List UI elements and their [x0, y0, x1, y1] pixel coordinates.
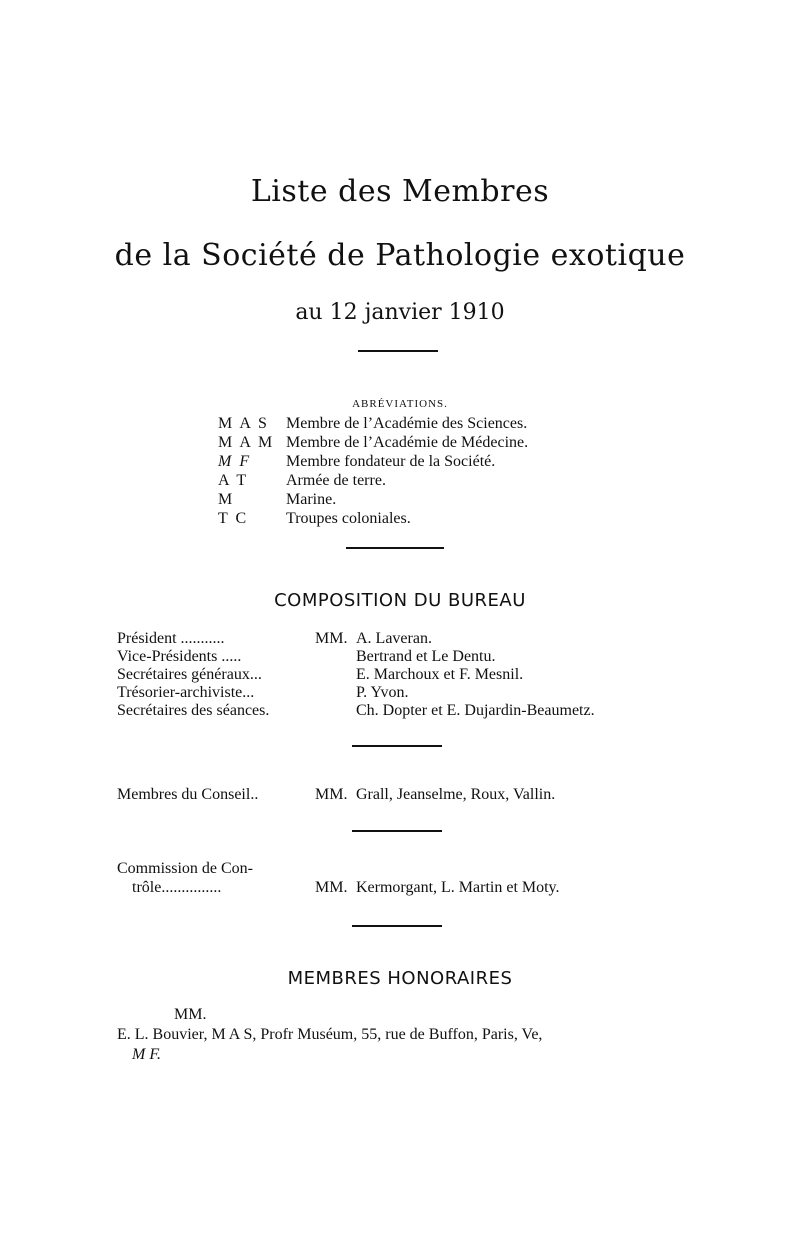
abbreviations-heading: ABRÉVIATIONS. — [352, 398, 448, 410]
bureau-role: Secrétaires généraux... — [117, 666, 262, 683]
abbreviation-code: M A M — [218, 434, 275, 451]
abbreviation-code: M — [218, 491, 235, 508]
document-date: au 12 janvier 1910 — [295, 300, 505, 325]
mm-label: MM. — [315, 786, 348, 803]
bureau-role: Secrétaires des séances. — [117, 702, 270, 719]
bureau-names: A. Laveran. — [356, 630, 432, 647]
mm-label: MM. — [174, 1006, 207, 1023]
mm-label: MM. — [315, 630, 348, 647]
page-title: Liste des Membres — [250, 174, 550, 209]
divider-rule — [346, 547, 444, 549]
abbreviation-meaning: Membre de l’Académie de Médecine. — [286, 434, 529, 451]
abbreviation-meaning: Membre fondateur de la Société. — [286, 453, 496, 470]
divider-rule — [352, 925, 442, 927]
abbreviation-code: M A S — [218, 415, 269, 432]
bureau-names: Ch. Dopter et E. Dujardin-Beaumetz. — [356, 702, 595, 719]
commission-role-continued: trôle............... — [132, 879, 222, 896]
page-subtitle: de la Société de Pathologie exotique — [114, 238, 686, 273]
divider-rule — [352, 830, 442, 832]
bureau-names: Bertrand et Le Dentu. — [356, 648, 496, 665]
abbreviation-item — [218, 510, 411, 529]
divider-rule — [352, 745, 442, 747]
abbreviation-meaning: Membre de l’Académie des Sciences. — [286, 415, 528, 432]
bureau-names: P. Yvon. — [356, 684, 409, 701]
bureau-role: Vice-Présidents ..... — [117, 648, 242, 665]
abbreviation-meaning: Troupes coloniales. — [286, 510, 411, 527]
honoraires-heading: MEMBRES HONORAIRES — [287, 968, 513, 989]
mm-label: MM. — [315, 879, 348, 896]
conseil-role: Membres du Conseil.. — [117, 786, 259, 803]
abbreviation-meaning: Marine. — [286, 491, 337, 508]
conseil-names: Grall, Jeanselme, Roux, Vallin. — [356, 786, 556, 803]
bureau-role: Président ........... — [117, 630, 225, 647]
abbreviation-item — [218, 491, 336, 510]
bureau-heading: COMPOSITION DU BUREAU — [274, 590, 526, 611]
divider-rule — [358, 350, 438, 352]
abbreviation-code: M F — [218, 453, 252, 470]
commission-names: Kermorgant, L. Martin et Moty. — [356, 879, 560, 896]
honorary-member-entry: E. L. Bouvier, M A S, Profr Muséum, 55, rue de Buffon, Paris, Ve, — [117, 1026, 543, 1043]
abbreviation-code: A T — [218, 472, 249, 489]
abbreviation-item — [218, 415, 527, 434]
abbreviation-meaning: Armée de terre. — [286, 472, 386, 489]
abbreviation-item — [218, 472, 386, 491]
commission-role: Commission de Con- — [117, 860, 254, 877]
abbreviation-code: T C — [218, 510, 249, 527]
bureau-names: E. Marchoux et F. Mesnil. — [356, 666, 524, 683]
abbreviation-item — [218, 434, 528, 453]
honorary-member-entry-continued: M F. — [132, 1046, 162, 1063]
bureau-role: Trésorier-archiviste... — [117, 684, 255, 701]
abbreviation-item — [218, 453, 495, 472]
